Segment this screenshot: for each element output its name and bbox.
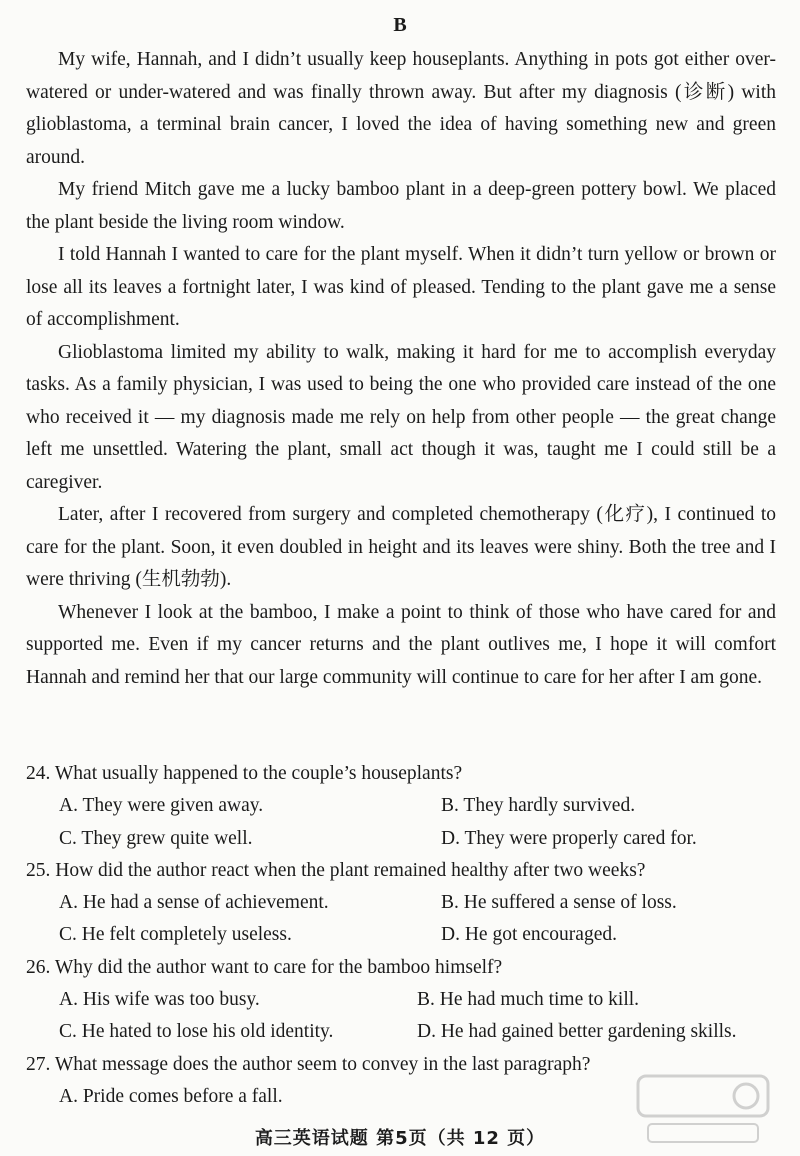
question-stem: 26. Why did the author want to care for the bamboo himself? [26, 956, 503, 978]
option-d: D. He had gained better gardening skills. [417, 1021, 737, 1043]
passage-paragraph: Whenever I look at the bamboo, I make a point to think of those who have cared for and supported me. Even if my cancer returns and the plant outlives me, I hope it will comfort Hannah and remind her that our large community will continue to care for her after I am gone. [26, 601, 776, 688]
question-24 [26, 758, 786, 855]
page-footer: 高三英语试题 第5页（共 12 页） [254, 1128, 546, 1149]
passage-paragraph: I told Hannah I wanted to care for the plant myself. When it didn’t turn yellow or brown or lose all its leaves a fortnight later, I was kind of pleased. Tending to the plant gave me a sense of accomplishment. [26, 244, 776, 330]
question-stem: 25. How did the author react when the plant remained healthy after two weeks? [26, 859, 646, 881]
option-d: D. They were properly cared for. [441, 827, 697, 849]
option-c: C. They grew quite well. [59, 827, 253, 849]
passage-paragraph: Glioblastoma limited my ability to walk, making it hard for me to accomplish everyday tasks. As a family physician, I was used to being the one who provided care instead of the one who received it — my diagnosis made me rely on help from other people — the great change left me unsettled. Watering the plant, small act though it was, taught me I could still be a caregiver. [26, 341, 776, 493]
option-b: B. He suffered a sense of loss. [441, 892, 677, 914]
reading-passage [26, 44, 776, 694]
option-d: D. He got encouraged. [441, 924, 617, 946]
option-a: A. His wife was too busy. [59, 989, 260, 1011]
option-c: C. He felt completely useless. [59, 924, 292, 946]
option-a: A. They were given away. [59, 795, 264, 817]
question-25 [26, 855, 786, 952]
section-label: B [393, 14, 407, 36]
question-stem: 24. What usually happened to the couple’s houseplants? [26, 763, 463, 784]
passage-paragraph: My friend Mitch gave me a lucky bamboo plant in a deep-green pottery bowl. We placed the plant beside the living room window. [26, 179, 776, 233]
option-b: B. He had much time to kill. [417, 989, 640, 1011]
watermark-logo-icon [628, 1068, 778, 1148]
option-a: A. Pride comes before a fall. [59, 1085, 283, 1107]
question-26 [26, 952, 786, 1049]
passage-paragraph: Later, after I recovered from surgery and completed chemotherapy (化疗), I continued to care for the plant. Soon, it even doubled in height and its leaves were shiny. Both the tree and I were thriving (生机勃勃). [26, 504, 776, 590]
passage-paragraph: My wife, Hannah, and I didn’t usually keep houseplants. Anything in pots got either over-watered or under-watered and was finally thrown away. But after my diagnosis (诊断) with glioblastoma, a terminal brain cancer, I loved the idea of having something new and green around. [26, 49, 776, 168]
option-b: B. They hardly survived. [441, 795, 636, 817]
question-list [26, 758, 786, 1113]
option-a: A. He had a sense of achievement. [59, 892, 329, 914]
option-c: C. He hated to lose his old identity. [59, 1021, 334, 1043]
question-stem: 27. What message does the author seem to convey in the last paragraph? [26, 1053, 591, 1075]
